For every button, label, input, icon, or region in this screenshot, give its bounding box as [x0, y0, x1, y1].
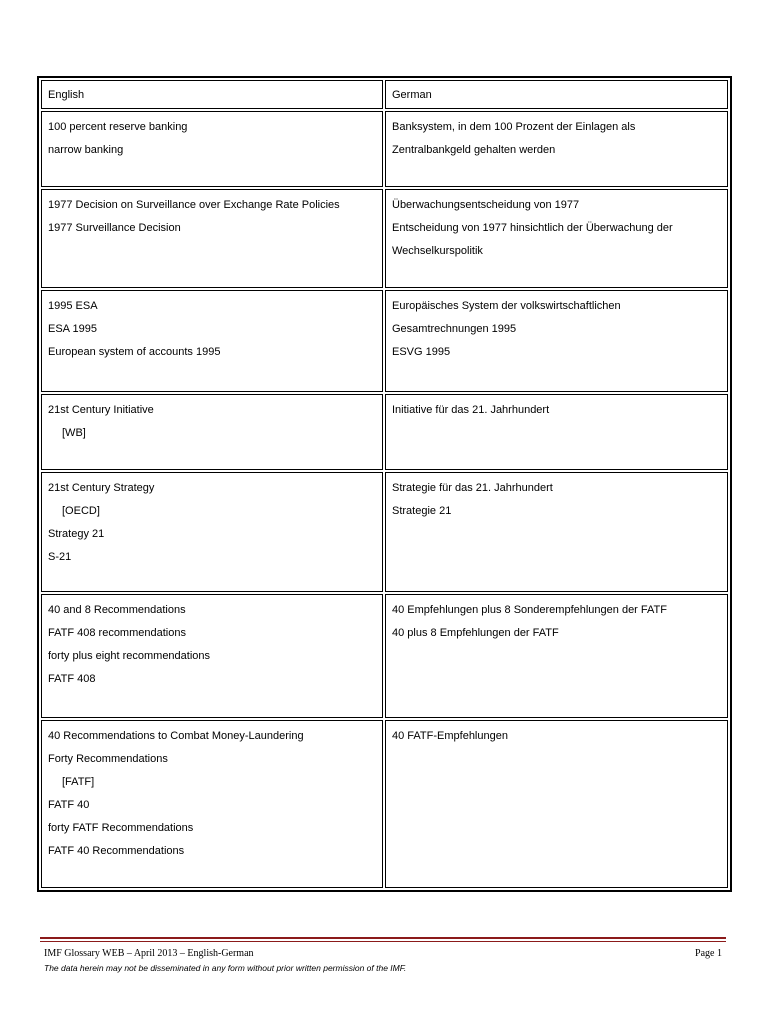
- english-term-line: FATF 40: [48, 799, 90, 811]
- table-row: [41, 594, 728, 718]
- english-term-line: 100 percent reserve banking: [48, 121, 188, 133]
- german-term-line: 40 plus 8 Empfehlungen der FATF: [392, 627, 559, 639]
- german-term-line: Initiative für das 21. Jahrhundert: [392, 404, 550, 416]
- german-term-line: Zentralbankgeld gehalten werden: [392, 144, 556, 156]
- cell-english: [41, 720, 383, 888]
- english-term-line: ESA 1995: [48, 323, 97, 335]
- german-term-line: Strategie 21: [392, 505, 452, 517]
- footer-rule-thin: [40, 941, 726, 942]
- header-english: English: [41, 80, 383, 109]
- cell-english: [41, 394, 383, 470]
- english-term-line: 1977 Surveillance Decision: [48, 222, 181, 234]
- german-term-line: ESVG 1995: [392, 346, 451, 358]
- english-term-line: European system of accounts 1995: [48, 346, 221, 358]
- english-term-line: FATF 408: [48, 673, 96, 685]
- page-number: Page 1: [695, 948, 722, 959]
- english-term-line: 21st Century Strategy: [48, 482, 155, 494]
- cell-english: [41, 472, 383, 592]
- english-term-line: [OECD]: [62, 505, 100, 517]
- page-footer: [44, 946, 722, 974]
- german-term-line: Gesamtrechnungen 1995: [392, 323, 517, 335]
- english-term-line: [FATF]: [62, 776, 95, 788]
- table-body: [41, 111, 728, 888]
- english-term-line: narrow banking: [48, 144, 124, 156]
- german-term-line: Entscheidung von 1977 hinsichtlich der Überwachung der: [392, 222, 673, 234]
- cell-german: [385, 111, 728, 187]
- german-term-line: Überwachungsentscheidung von 1977: [392, 199, 580, 211]
- english-term-line: S-21: [48, 551, 72, 563]
- english-term-line: [WB]: [62, 427, 86, 439]
- footer-rule: [40, 937, 726, 939]
- cell-german: [385, 720, 728, 888]
- english-term-line: 40 Recommendations to Combat Money-Laundering: [48, 730, 304, 742]
- table-row: [41, 394, 728, 470]
- table-row: [41, 189, 728, 288]
- cell-german: [385, 472, 728, 592]
- cell-german: [385, 394, 728, 470]
- table-row: [41, 111, 728, 187]
- english-term-line: Forty Recommendations: [48, 753, 168, 765]
- english-term-line: 21st Century Initiative: [48, 404, 154, 416]
- english-term-line: Strategy 21: [48, 528, 105, 540]
- english-term-line: FATF 40 Recommendations: [48, 845, 185, 857]
- header-german: German: [385, 80, 728, 109]
- english-term-line: FATF 408 recommendations: [48, 627, 186, 639]
- german-term-line: Banksystem, in dem 100 Prozent der Einlagen als: [392, 121, 636, 133]
- cell-english: [41, 189, 383, 288]
- cell-english: [41, 290, 383, 392]
- cell-german: [385, 189, 728, 288]
- german-term-line: Strategie für das 21. Jahrhundert: [392, 482, 553, 494]
- cell-english: [41, 594, 383, 718]
- table-row: [41, 290, 728, 392]
- german-term-line: 40 FATF-Empfehlungen: [392, 730, 508, 742]
- table-header-row: [41, 80, 728, 109]
- cell-german: [385, 594, 728, 718]
- german-term-line: 40 Empfehlungen plus 8 Sonderempfehlungen der FATF: [392, 604, 667, 616]
- glossary-table: [37, 76, 732, 892]
- english-term-line: forty FATF Recommendations: [48, 822, 194, 834]
- english-term-line: 1995 ESA: [48, 300, 98, 312]
- english-term-line: forty plus eight recommendations: [48, 650, 211, 662]
- german-term-line: Wechselkurspolitik: [392, 245, 483, 257]
- cell-english: [41, 111, 383, 187]
- cell-german: [385, 290, 728, 392]
- table-row: [41, 472, 728, 592]
- english-term-line: 1977 Decision on Surveillance over Exchange Rate Policies: [48, 199, 340, 211]
- english-term-line: 40 and 8 Recommendations: [48, 604, 186, 616]
- table-row: [41, 720, 728, 888]
- german-term-line: Europäisches System der volkswirtschaftlichen: [392, 300, 621, 312]
- footer-disclaimer: The data herein may not be disseminated in any form without prior written permission of the IMF.: [44, 963, 407, 973]
- footer-title: IMF Glossary WEB – April 2013 – English-German: [44, 948, 254, 959]
